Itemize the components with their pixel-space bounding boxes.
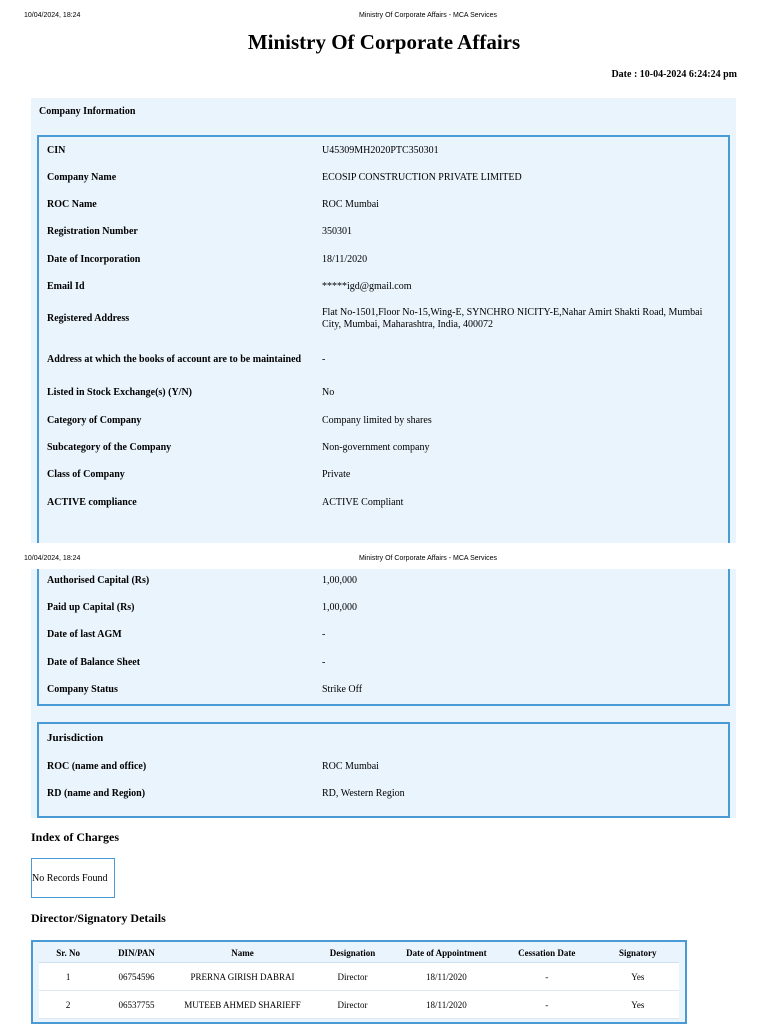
- directors-table-wrap: [31, 940, 687, 1024]
- info-row: [47, 786, 720, 802]
- table-cell: 1: [39, 963, 97, 991]
- info-value: U45309MH2020PTC350301: [322, 145, 439, 156]
- table-cell: 06537755: [97, 991, 175, 1019]
- info-label: Class of Company: [47, 469, 125, 480]
- company-info-panel: [31, 98, 736, 818]
- info-row: [47, 344, 720, 376]
- info-value: 350301: [322, 226, 352, 237]
- info-value: Non-government company: [322, 442, 430, 453]
- info-row: [47, 440, 720, 456]
- info-row: [47, 467, 720, 483]
- table-cell: Yes: [597, 991, 679, 1019]
- info-row: [47, 627, 720, 643]
- index-of-charges-heading: Index of Charges: [31, 830, 120, 844]
- jurisdiction-box: [37, 722, 730, 818]
- directors-heading: Director/Signatory Details: [31, 911, 166, 925]
- page-break: [0, 543, 768, 569]
- report-date: Date : 10-04-2024 6:24:24 pm: [611, 69, 737, 80]
- table-cell: MUTEEB AHMED SHARIEFF: [176, 991, 310, 1019]
- info-label: Subcategory of the Company: [47, 442, 172, 453]
- info-row: [47, 682, 720, 698]
- table-cell: 18/11/2020: [396, 991, 497, 1019]
- info-label: Company Status: [47, 684, 118, 695]
- print-timestamp: 10/04/2024, 18:24: [24, 12, 81, 19]
- jurisdiction-heading-row: [47, 730, 720, 746]
- col-header: Signatory: [597, 943, 679, 963]
- info-row: [47, 385, 720, 401]
- info-row: [47, 224, 720, 240]
- table-cell: PRERNA GIRISH DABRAI: [176, 963, 310, 991]
- info-row: [47, 279, 720, 295]
- col-header: Cessation Date: [497, 943, 597, 963]
- info-label: RD (name and Region): [47, 788, 146, 799]
- print-header: [0, 12, 768, 24]
- info-label: Listed in Stock Exchange(s) (Y/N): [47, 387, 193, 398]
- info-row: [47, 197, 720, 213]
- info-value: ROC Mumbai: [322, 199, 379, 210]
- info-label: Address at which the books of account are to be maintained: [47, 354, 302, 365]
- info-value: Company limited by shares: [322, 415, 432, 426]
- info-row: [47, 655, 720, 671]
- info-value: 1,00,000: [322, 602, 357, 613]
- info-value: Flat No-1501,Floor No-15,Wing-E, SYNCHRO NICITY-E,Nahar Amirt Shakti Road, Mumbai City, Mumbai, Maharashtra, India, 400072: [322, 307, 703, 330]
- info-label: Registered Address: [47, 313, 130, 324]
- info-value: 18/11/2020: [322, 254, 368, 265]
- info-row: [47, 600, 720, 616]
- info-value: RD, Western Region: [322, 788, 405, 799]
- company-info-box: [37, 135, 730, 706]
- directors-table: [39, 943, 679, 1019]
- info-label: Date of Balance Sheet: [47, 657, 141, 668]
- col-header: Name: [176, 943, 310, 963]
- table-row: [39, 963, 679, 991]
- info-row: [47, 252, 720, 268]
- info-label: Registration Number: [47, 226, 138, 237]
- table-cell: -: [497, 963, 597, 991]
- print-page-title: Ministry Of Corporate Affairs - MCA Services: [359, 555, 497, 562]
- table-cell: 2: [39, 991, 97, 1019]
- table-cell: 18/11/2020: [396, 963, 497, 991]
- info-value: ECOSIP CONSTRUCTION PRIVATE LIMITED: [322, 172, 522, 183]
- table-cell: 06754596: [97, 963, 175, 991]
- table-cell: Director: [309, 963, 396, 991]
- info-value: Strike Off: [322, 684, 363, 695]
- info-label: CIN: [47, 145, 66, 156]
- print-timestamp: 10/04/2024, 18:24: [24, 555, 81, 562]
- info-row: [47, 170, 720, 186]
- col-header: Designation: [309, 943, 396, 963]
- table-cell: Director: [309, 991, 396, 1019]
- col-header: Date of Appointment: [396, 943, 497, 963]
- info-label: Date of Incorporation: [47, 254, 141, 265]
- table-cell: Yes: [597, 963, 679, 991]
- col-header: Sr. No: [39, 943, 97, 963]
- info-label: ACTIVE compliance: [47, 497, 137, 508]
- info-row: [47, 143, 720, 159]
- info-value: 1,00,000: [322, 575, 357, 586]
- col-header: DIN/PAN: [97, 943, 175, 963]
- info-value: ACTIVE Compliant: [322, 497, 404, 508]
- info-label: Paid up Capital (Rs): [47, 602, 135, 613]
- info-value: No: [322, 387, 335, 398]
- info-row: [47, 495, 720, 511]
- company-info-heading: Company Information: [39, 106, 136, 117]
- info-label: ROC Name: [47, 199, 97, 210]
- table-cell: -: [497, 991, 597, 1019]
- info-value: -: [322, 354, 326, 365]
- info-row: [47, 303, 720, 335]
- info-value: -: [322, 657, 326, 668]
- info-value: Private: [322, 469, 351, 480]
- info-label: Email Id: [47, 281, 85, 292]
- info-row: [47, 759, 720, 775]
- info-label: Date of last AGM: [47, 629, 122, 640]
- info-value: -: [322, 629, 326, 640]
- no-records-box: No Records Found: [31, 858, 115, 898]
- info-value: ROC Mumbai: [322, 761, 379, 772]
- print-page-title: Ministry Of Corporate Affairs - MCA Services: [359, 12, 497, 19]
- info-value: *****igd@gmail.com: [322, 281, 412, 292]
- page-title: Ministry Of Corporate Affairs: [247, 30, 521, 54]
- info-row: [47, 413, 720, 429]
- table-row: [39, 991, 679, 1019]
- info-row: [47, 573, 720, 589]
- info-label: Category of Company: [47, 415, 142, 426]
- print-header: [0, 555, 768, 567]
- jurisdiction-heading: Jurisdiction: [47, 732, 104, 744]
- info-label: ROC (name and office): [47, 761, 147, 772]
- table-header-row: [39, 943, 679, 963]
- info-label: Company Name: [47, 172, 117, 183]
- info-label: Authorised Capital (Rs): [47, 575, 150, 586]
